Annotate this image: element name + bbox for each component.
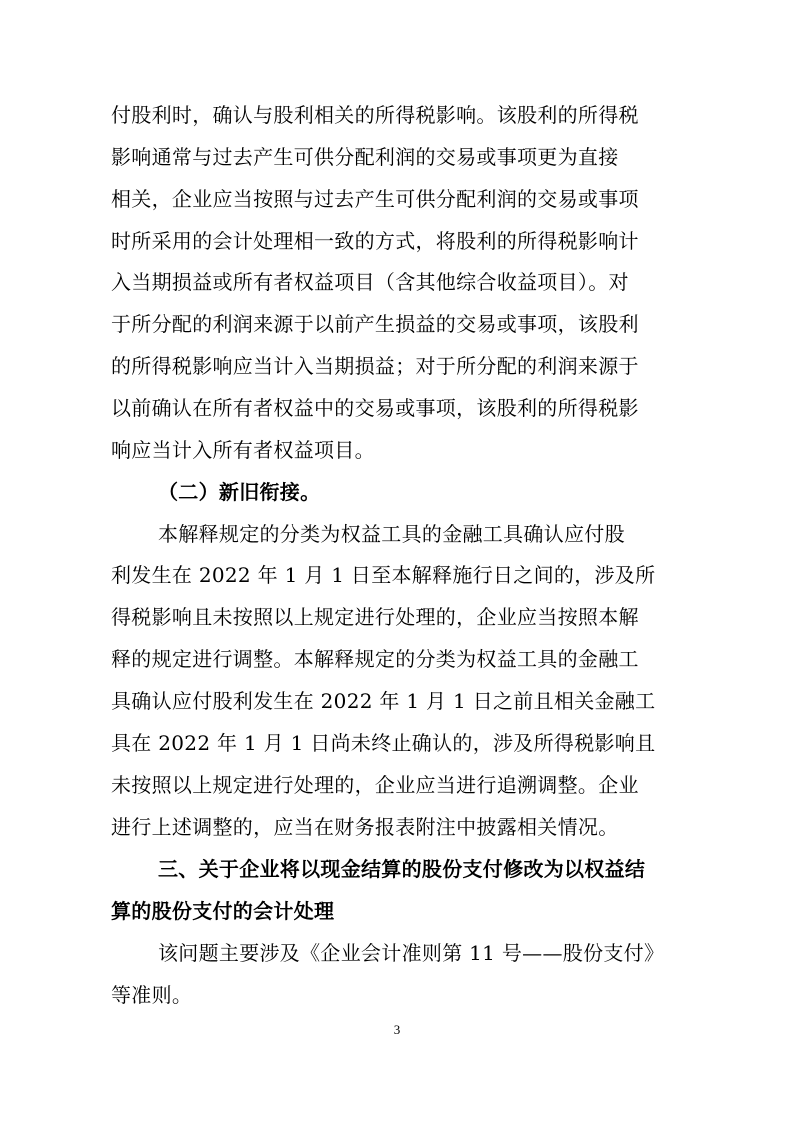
paragraph-line: 该问题主要涉及《企业会计准则第 11 号——股份支付》 <box>158 941 665 965</box>
paragraph-line: 本解释规定的分类为权益工具的金融工具确认应付股 <box>158 522 625 546</box>
paragraph-line: 相关，企业应当按照与过去产生可供分配利润的交易或事项 <box>111 187 639 211</box>
paragraph-line: 利发生在 2022 年 1 月 1 日至本解释施行日之间的，涉及所 <box>111 563 656 587</box>
paragraph-line: 影响通常与过去产生可供分配利润的交易或事项更为直接 <box>111 145 619 169</box>
paragraph-line: 以前确认在所有者权益中的交易或事项，该股利的所得税影 <box>111 396 639 420</box>
section-heading: 三、关于企业将以现金结算的股份支付修改为以权益结 <box>158 857 646 881</box>
paragraph-line: 的所得税影响应当计入当期损益；对于所分配的利润来源于 <box>111 354 639 378</box>
paragraph-line: 付股利时，确认与股利相关的所得税影响。该股利的所得税 <box>111 103 639 127</box>
paragraph-line: 等准则。 <box>111 983 193 1007</box>
paragraph-line: 时所采用的会计处理相一致的方式，将股利的所得税影响计 <box>111 229 639 253</box>
paragraph-line: 得税影响且未按照以上规定进行处理的，企业应当按照本解 <box>111 605 639 629</box>
paragraph-line: 释的规定进行调整。本解释规定的分类为权益工具的金融工 <box>111 647 639 671</box>
paragraph-line: 响应当计入所有者权益项目。 <box>111 438 375 462</box>
paragraph-line: 入当期损益或所有者权益项目（含其他综合收益项目）。对 <box>111 270 629 294</box>
paragraph-line: 于所分配的利润来源于以前产生损益的交易或事项，该股利 <box>111 312 639 336</box>
paragraph-line: 具在 2022 年 1 月 1 日尚未终止确认的，涉及所得税影响且 <box>111 731 656 755</box>
paragraph-line: 进行上述调整的，应当在财务报表附注中披露相关情况。 <box>111 815 619 839</box>
paragraph-line: 具确认应付股利发生在 2022 年 1 月 1 日之前且相关金融工 <box>111 689 656 713</box>
section-heading-continued: 算的股份支付的会计处理 <box>111 899 335 923</box>
page-number: 3 <box>393 1022 401 1037</box>
paragraph-line: 未按照以上规定进行处理的，企业应当进行追溯调整。企业 <box>111 773 639 797</box>
section-heading: （二）新旧衔接。 <box>158 480 321 504</box>
